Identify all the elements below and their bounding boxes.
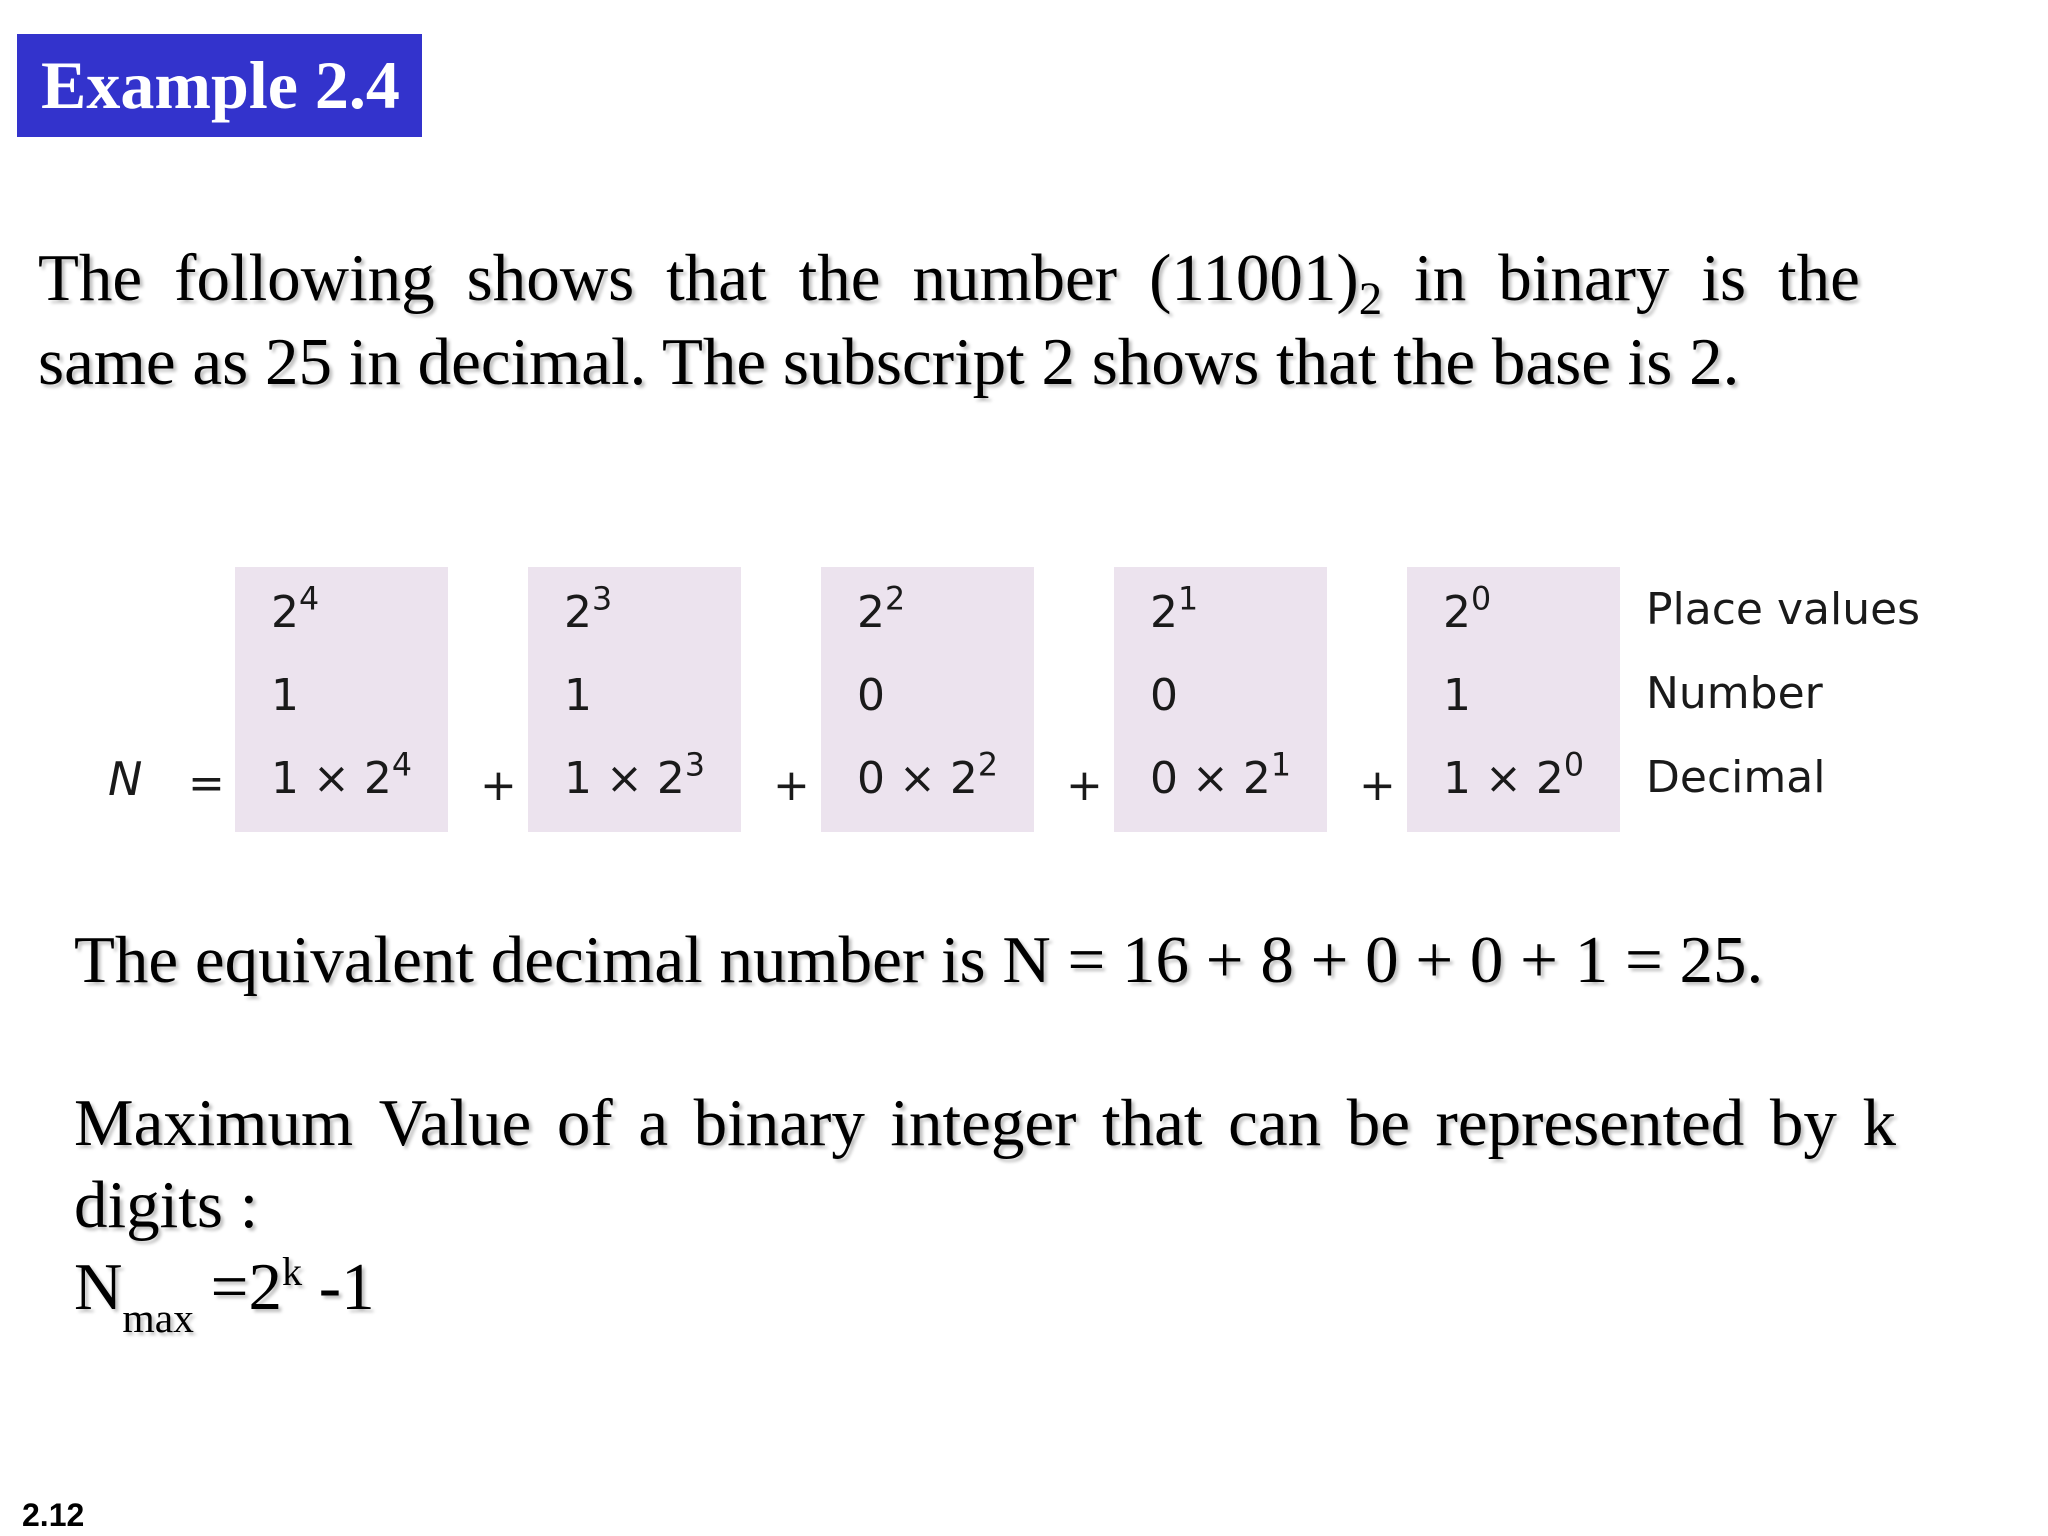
- max-value-paragraph: [74, 1082, 1924, 1341]
- max-word: can: [1228, 1086, 1322, 1160]
- place-value-cell: $2^3$: [564, 581, 613, 638]
- intro-word: is: [1701, 241, 1747, 315]
- place-value-cell: $2^0$: [1443, 581, 1492, 638]
- max-word: integer: [890, 1086, 1077, 1160]
- max-word: that: [1102, 1086, 1203, 1160]
- number-cell: 1: [271, 670, 299, 721]
- plus-sign: +: [1066, 760, 1103, 811]
- place-value-cell: $2^2$: [857, 581, 906, 638]
- formula-base: N: [74, 1250, 123, 1324]
- row-label-number: Number: [1646, 668, 1823, 719]
- max-word: be: [1346, 1086, 1410, 1160]
- slide-title: Example 2.4: [17, 34, 422, 137]
- binary-subscript: 2: [1358, 273, 1383, 326]
- formula-tail: -1: [302, 1250, 375, 1324]
- max-word: binary: [693, 1086, 865, 1160]
- place-value-cell: $2^4$: [271, 581, 320, 638]
- max-line-1: [74, 1082, 1896, 1164]
- decimal-cell: $0 \times 2^1$: [1150, 747, 1291, 804]
- number-cell: 1: [1443, 670, 1471, 721]
- intro-word: the: [1778, 241, 1860, 315]
- max-word: of: [556, 1086, 613, 1160]
- binary-number: [1149, 236, 1383, 326]
- decimal-cell: $1 \times 2^0$: [1443, 747, 1584, 804]
- binary-number-value: (11001): [1149, 241, 1359, 315]
- number-cell: 0: [1150, 670, 1178, 721]
- intro-paragraph: [38, 236, 1858, 404]
- intro-word: shows: [466, 241, 635, 315]
- n-label: N: [108, 752, 143, 806]
- decimal-cell: $1 \times 2^4$: [271, 747, 412, 804]
- number-cell: 0: [857, 670, 885, 721]
- intro-line-1: [38, 236, 1860, 326]
- max-word: Value: [378, 1086, 532, 1160]
- row-label-decimal: Decimal: [1646, 752, 1826, 803]
- number-cell: 1: [564, 670, 592, 721]
- decimal-cell: $0 \times 2^2$: [857, 747, 998, 804]
- formula-equals: =2: [210, 1250, 282, 1324]
- slide-number: 2.12: [22, 1497, 85, 1533]
- intro-word: in: [1414, 241, 1467, 315]
- nmax-formula: [74, 1246, 1924, 1341]
- intro-word: binary: [1498, 241, 1670, 315]
- intro-word: The: [38, 241, 143, 315]
- intro-line-2: same as 25 in decimal. The subscript 2 shows that the base is 2.: [38, 325, 1740, 399]
- row-label-place-values: Place values: [1646, 584, 1921, 635]
- intro-word: the: [798, 241, 881, 315]
- place-column: [1114, 567, 1327, 832]
- place-value-cell: $2^1$: [1150, 581, 1199, 638]
- decimal-cell: $1 \times 2^3$: [564, 747, 705, 804]
- plus-sign: +: [773, 760, 810, 811]
- formula-superscript: k: [281, 1248, 303, 1294]
- formula-subscript: max: [122, 1294, 194, 1341]
- max-word: k: [1862, 1086, 1896, 1160]
- place-column: [528, 567, 741, 832]
- intro-word: following: [174, 241, 435, 315]
- place-column: [1407, 567, 1620, 832]
- intro-word: that: [666, 241, 767, 315]
- max-word: by: [1769, 1086, 1837, 1160]
- max-word: represented: [1435, 1086, 1745, 1160]
- max-line-2: digits :: [74, 1168, 259, 1242]
- equivalent-decimal-text: The equivalent decimal number is N = 16 + 8 + 0 + 0 + 1 = 25.: [74, 923, 1764, 997]
- plus-sign: +: [1359, 760, 1396, 811]
- place-column: [235, 567, 448, 832]
- place-column: [821, 567, 1034, 832]
- intro-word: number: [912, 241, 1118, 315]
- max-word: Maximum: [74, 1086, 354, 1160]
- max-word: a: [638, 1086, 669, 1160]
- equals-sign: =: [188, 758, 225, 809]
- plus-sign: +: [480, 760, 517, 811]
